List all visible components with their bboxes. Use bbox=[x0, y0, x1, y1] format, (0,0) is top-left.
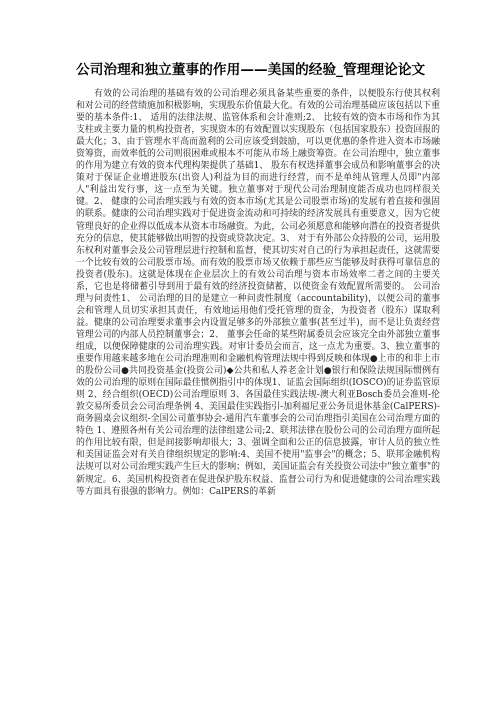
document-body-paragraph: 有效的公司治理的基础有效的公司治理必须具备某些重要的条件，以便股东行使其权利和对公司的经营绩施加积极影响，实现股东价值最大化。有效的公司治理基础应该包括以下重要的基本条件:1、 适用的法律法规、监管体系和会计准则;2、 比较有效的资本市场和作为其支柱或主要力量的机构投资者，实现资本的有效配置以实现股东（包括国家股东）投资回报的最大化；3、由于管理水平高而盈利的公司应该受到鼓励，可以更优惠的条件进入资本市场融资筹资，而效率低的公司则很困难或根本不可能从市场上融资筹资。在公司治理中，独立董事的作用为建立有效的资本代理构架提供了基础1、 股东有权选择董事会成员和影响董事会的决策对于保证企业增进股东(出资人)利益为目的而进行经营，而不是单纯从管理人员即"内部人"利益出发行事，这一点至为关键。独立董事对于现代公司治理制度能否成功也同样很关键。2、 健康的公司治理实践与有效的资本市场(尤其是公司股票市场)的发展有着直接和强固的联系。健康的公司治理实践对于促进资金流动和可持续的经济发展具有重要意义，因为它使管理良好的企业得以低成本从资本市场融资。为此，公司必须愿意和能够向潜在的投资者提供充分的信息，使其能够做出明智的投资或贷款决定。3、 对于有外部公众持股的公司，运用股东权利对董事会及公司管理层进行控制和监督，使其切实对自己的行为承担起责任，这就需要一个比较有效的公司股票市场。而有效的股票市场又依赖于那些应当能够及时获得可靠信息的投资者(股东)。这就是体现在企业层次上的有效公司治理与资本市场效率二者之间的主要关系，它也是将储蓄引导到用于最有效的经济投资储蓄，以使资金有效配置所需要的。 公司治理与问责性1、 公司治理的目的是建立一种问责性制度（accountability)，以便公司的董事会和管理人员切实承担其责任，有效地运用他们受托管理的资金，为投资者（股东）谋取利益。健康的公司治理要求董事会内设置足够多的外部独立董事(甚至过半)，而不是让负责经营管理公司的内部人员控制董事会；2、 董事会任命的某些附属委员会应该完全由外部独立董事组成，以便保障健康的公司治理实践。对审计委员会而言，这一点尤为重要。3、独立董事的重要作用越来越多地在公司治理准则和金融机构管理法规中得到反映和体现●上市的和非上市的股份公司●共同投资基金(投资公司)◆公共和私人养老金计划●银行和保险法规国际惯例有效的公司治理的原则在国际最佳惯例指引中的体现1、证监会国际组织(IOSCO)的证券监管原则 2、经合组织(OECD)公司治理原则 3、各国最佳实践法规-澳大利亚Bosch委员会准则-伦敦交易所委员会公司治理条例 4、美国最佳实践指引-加利福尼亚公务员退休基金(CalPERS)-商务圆桌会议组织-全国公司董事协会-通用汽车董事会的公司治理指引美国在公司治理方面的特色 1、遵照各州有关公司治理的法律组建公司;2、联邦法律在股份公司的公司治理方面所起的作用比较有限，但是间接影响却很大；3、强调全面和公正的信息披露，审计人员的独立性和美国证监会对有关自律组织规定的影响:4、美国不使用"监事会"的概念；5、联邦金融机构法规可以对公司治理实践产生巨大的影响；例如，美国证监会有关投资公司法中"独立董事"的新规定。6、美国机构投资者在促进保护股东权益、监督公司行为和促进健康的公司治理实践等方面具有很强的影响力。例如：CalPERS的革新 bbox=[76, 89, 440, 497]
document-title: 公司治理和独立董事的作用——美国的经验_管理理论论文 bbox=[76, 62, 426, 78]
